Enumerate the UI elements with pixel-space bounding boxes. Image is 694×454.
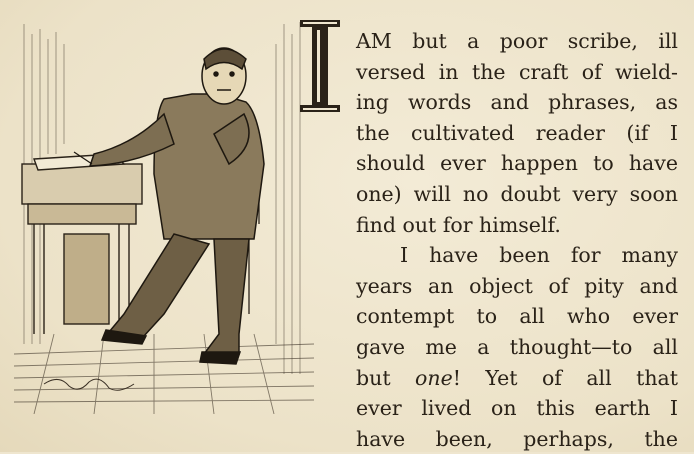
engraving-seated-man-illustration (14, 14, 314, 414)
text-line: gave me a thought—to all (356, 334, 678, 359)
paragraph-1 (356, 26, 678, 240)
text-line: ever lived on this earth I (356, 396, 678, 421)
text-line: years an object of pity and (356, 273, 678, 298)
text-line: AM but a poor scribe, ill (356, 29, 678, 53)
text-line: the cultivated reader (if I (356, 120, 678, 145)
text-fragment: but (356, 365, 391, 390)
drop-cap-letter-i (298, 18, 342, 114)
text-line: find out for himself. (356, 212, 561, 237)
body-text (356, 26, 678, 454)
text-line: have been, perhaps, the (356, 426, 678, 451)
emphasis-word: one (415, 365, 453, 390)
text-line: should ever happen to have (356, 151, 678, 176)
text-line-with-emphasis (356, 363, 678, 394)
text-line: versed in the craft of wield- (356, 59, 678, 84)
text-fragment: ! Yet of all that (452, 365, 678, 390)
paragraph-2 (356, 240, 678, 454)
text-line: one) will no doubt very soon (356, 181, 678, 206)
text-line: ing words and phrases, as (356, 90, 678, 115)
text-line: I have been for many (400, 243, 678, 268)
text-line: contempt to all who ever (356, 304, 678, 329)
